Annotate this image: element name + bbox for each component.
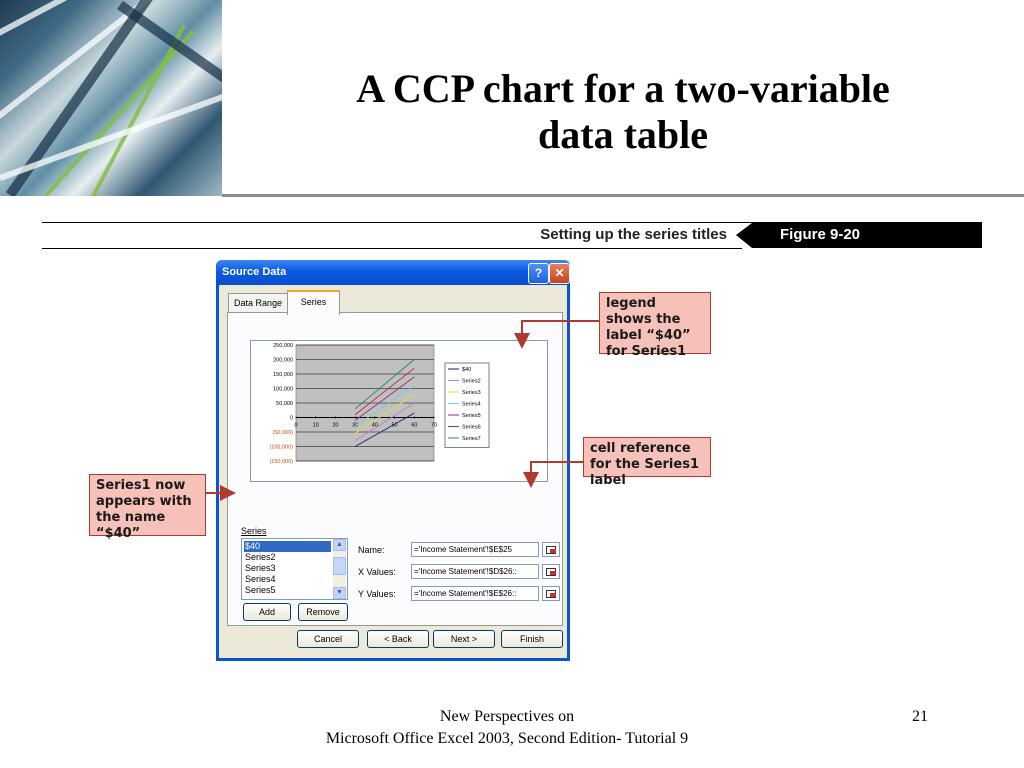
y-tick-label: (150,000)	[269, 459, 293, 465]
x-tick-label: 50	[391, 422, 398, 429]
list-item-series5[interactable]: Series5	[245, 585, 276, 595]
legend-entry: $40	[462, 367, 472, 373]
footer-line-1: New Perspectives on	[439, 708, 575, 725]
name-range-picker-icon[interactable]	[542, 542, 560, 557]
figure-number: Figure 9-20	[780, 226, 861, 243]
y-tick-label: 250,000	[273, 343, 293, 349]
y-tick-label: 150,000	[273, 372, 293, 378]
x-tick-label: 20	[332, 422, 339, 429]
x-tick-label: 10	[312, 422, 319, 429]
list-item-series2[interactable]: Series2	[245, 552, 276, 562]
tab-series[interactable]: Series	[287, 290, 340, 315]
callout-series1-name: Series1 now appears with the name “$40”	[89, 474, 206, 536]
y-tick-label: 100,000	[273, 386, 293, 393]
list-item-series-40[interactable]: $40	[244, 541, 331, 552]
remove-button[interactable]: Remove	[298, 603, 348, 621]
y-tick-label: (100,000)	[269, 444, 293, 451]
x-range-picker-icon[interactable]	[542, 564, 560, 579]
title-line-2: data table	[538, 112, 708, 157]
scroll-up-icon[interactable]: ▲	[333, 539, 346, 551]
legend-entry: Series4	[462, 401, 481, 408]
dialog-title: Source Data	[222, 266, 287, 278]
figure-caption: Setting up the series titles	[540, 226, 727, 243]
add-button[interactable]: Add	[243, 603, 291, 621]
x-tick-label: 0	[294, 422, 298, 429]
x-tick-label: 70	[430, 422, 438, 429]
back-button[interactable]: < Back	[367, 630, 429, 648]
legend-entry: Series7	[462, 436, 481, 442]
legend-entry: Series5	[462, 413, 481, 419]
y-tick-label: 50,000	[276, 401, 293, 407]
slide-title	[238, 66, 1008, 158]
header-divider	[222, 194, 1024, 197]
name-field[interactable]: ='Income Statement'!$E$25	[411, 542, 539, 557]
dialog-titlebar[interactable]	[216, 260, 570, 285]
name-field-label: Name:	[358, 545, 385, 555]
header-photo	[0, 0, 222, 196]
x-tick-label: 30	[352, 422, 359, 429]
series-scrollbar[interactable]	[333, 539, 346, 599]
y-values-field[interactable]: ='Income Statement'!$E$26::	[411, 586, 539, 601]
page-number: 21	[912, 708, 928, 725]
y-tick-label: 200,000	[273, 357, 293, 364]
series-tab-panel	[227, 312, 563, 626]
chart-preview	[250, 340, 548, 482]
legend-entry: Series6	[462, 424, 481, 431]
legend-entry: Series3	[462, 390, 481, 396]
cancel-button[interactable]: Cancel	[297, 630, 359, 648]
title-line-1: A CCP chart for a two-variable	[356, 66, 890, 111]
x-values-field[interactable]: ='Income Statement'!$D$26::	[411, 564, 539, 579]
series-list-label: Series	[241, 526, 267, 536]
y-tick-label: (50,000)	[272, 430, 293, 436]
next-button[interactable]: Next >	[433, 630, 495, 648]
chart-svg	[251, 341, 547, 481]
finish-button[interactable]: Finish	[501, 630, 563, 648]
callout-cell-reference: cell reference for the Series1 label	[583, 437, 711, 477]
y-tick-label: 0	[289, 415, 293, 422]
y-range-picker-icon[interactable]	[542, 586, 560, 601]
x-tick-label: 40	[371, 422, 378, 429]
series-listbox[interactable]	[241, 538, 348, 600]
figure-rule-bottom	[42, 248, 742, 249]
y-values-label: Y Values:	[358, 589, 396, 599]
help-button[interactable]: ?	[528, 263, 549, 284]
scroll-thumb[interactable]	[333, 557, 346, 575]
x-tick-label: 60	[411, 422, 418, 429]
list-item-series4[interactable]: Series4	[245, 574, 276, 584]
figure-arrow-icon	[736, 223, 752, 248]
scroll-down-icon[interactable]: ▼	[333, 587, 346, 599]
callout-legend: legend shows the label “$40” for Series1	[599, 292, 711, 354]
x-values-label: X Values:	[358, 567, 396, 577]
list-item-series3[interactable]: Series3	[245, 563, 276, 573]
footer-line-2: Microsoft Office Excel 2003, Second Edition- Tutorial 9	[325, 730, 689, 747]
source-data-dialog	[216, 260, 570, 661]
dialog-body	[219, 285, 567, 658]
legend-entry: Series2	[462, 378, 481, 385]
close-button[interactable]: ✕	[549, 263, 570, 284]
tab-data-range[interactable]: Data Range	[228, 293, 288, 313]
